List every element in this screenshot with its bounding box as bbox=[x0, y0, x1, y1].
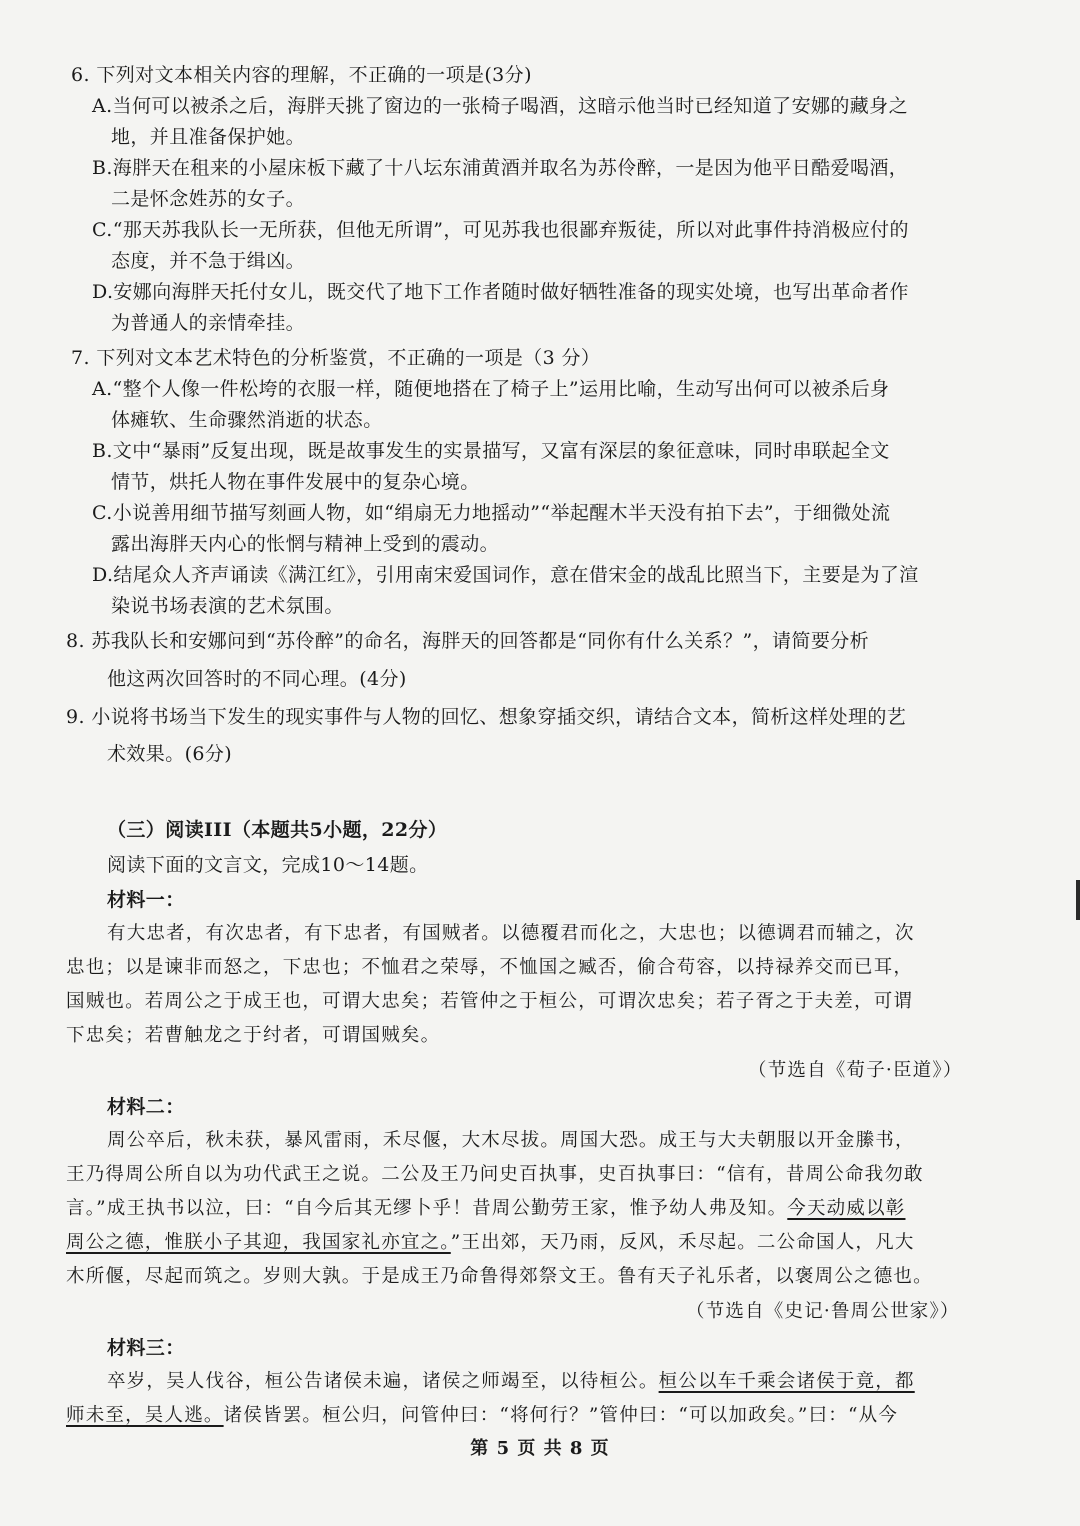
section-3-instruction: 阅读下面的文言文，完成10～14题。 bbox=[107, 854, 429, 876]
material-2-text: 言。”成王执书以泣，曰：“自今后其无缪卜乎！昔周公勤劳王家，惟予幼人弗及知。 bbox=[66, 1198, 788, 1219]
underlined-translation-sentence: 桓公以车千乘会诸侯于竟，都 bbox=[658, 1371, 915, 1392]
page-number-footer: 第 5 页 共 8 页 bbox=[470, 1438, 610, 1459]
q6-option-b-cont: 二是怀念姓苏的女子。 bbox=[111, 188, 306, 210]
q7-option-d: D.结尾众人齐声诵读《满江红》，引用南宋爱国词作，意在借宋金的战乱比照当下，主要是为了渲 bbox=[92, 564, 919, 586]
material-1-line: 国贼也。若周公之于成王也，可谓大忠矣；若管仲之于桓公，可谓次忠矣；若子胥之于夫差，可谓 bbox=[66, 991, 914, 1012]
underlined-translation-sentence: 周公之德，惟朕小子其迎，我国家礼亦宜之。 bbox=[66, 1232, 451, 1253]
question-7-stem: 7. 下列对文本艺术特色的分析鉴赏，不正确的一项是（3 分） bbox=[71, 347, 601, 369]
question-8: 8. 苏我队长和安娜问到“苏伶醉”的命名，海胖天的回答都是“同你有什么关系？”，请简要分析 bbox=[66, 630, 870, 652]
underlined-translation-sentence: 师未至，吴人逃。 bbox=[66, 1405, 224, 1426]
question-9: 9. 小说将书场当下发生的现实事件与人物的回忆、想象穿插交织，请结合文本，简析这样处理的艺 bbox=[66, 706, 907, 728]
q6-option-d: D.安娜向海胖天托付女儿，既交代了地下工作者随时做好牺牲准备的现实处境，也写出革命者作 bbox=[92, 281, 909, 303]
material-1-line: 下忠矣；若曹触龙之于纣者，可谓国贼矣。 bbox=[66, 1025, 441, 1046]
material-2-source: （节选自《史记·鲁周公世家》） bbox=[686, 1301, 960, 1322]
underlined-translation-sentence: 今天动威以彰 bbox=[787, 1198, 906, 1219]
q7-option-d-cont: 染说书场表演的艺术氛围。 bbox=[111, 595, 344, 617]
q7-option-b: B.文中“暴雨”反复出现，既是故事发生的实景描写，又富有深层的象征意味，同时串联起全文 bbox=[92, 440, 890, 462]
q6-option-d-cont: 为普通人的亲情牵挂。 bbox=[111, 312, 306, 334]
q6-option-c: C.“那天苏我队长一无所获，但他无所谓”，可见苏我也很鄙弃叛徒，所以对此事件持消极应付的 bbox=[92, 219, 909, 241]
section-3-title: （三）阅读III（本题共5小题，22分） bbox=[107, 819, 448, 841]
material-2-line: 木所偃，尽起而筑之。岁则大孰。于是成王乃命鲁得郊祭文王。鲁有天子礼乐者，以褒周公之德也。 bbox=[66, 1266, 933, 1287]
question-6-stem: 6. 下列对文本相关内容的理解，不正确的一项是(3分) bbox=[71, 64, 532, 86]
material-1-source: （节选自《荀子·臣道》） bbox=[748, 1060, 963, 1081]
q6-option-c-cont: 态度，并不急于缉凶。 bbox=[111, 250, 306, 272]
q7-option-a: A.“整个人像一件松垮的衣服一样，随便地搭在了椅子上”运用比喻，生动写出何可以被杀后身 bbox=[92, 378, 890, 400]
q7-option-c: C.小说善用细节描写刻画人物，如“绢扇无力地摇动”“举起醒木半天没有拍下去”，于细微处流 bbox=[92, 502, 891, 524]
material-2-line: 王乃得周公所自以为功代武王之说。二公及王乃问史百执事，史百执事曰：“信有，昔周公命我勿敢 bbox=[66, 1164, 924, 1185]
q7-option-a-cont: 体瘫软、生命骤然消逝的状态。 bbox=[111, 409, 383, 431]
q6-option-b: B.海胖天在租来的小屋床板下藏了十八坛东浦黄酒并取名为苏伶醉，一是因为他平日酷爱喝酒， bbox=[92, 157, 909, 179]
question-8-cont: 他这两次回答时的不同心理。(4分) bbox=[107, 668, 407, 690]
material-1-line: 忠也；以是谏非而怒之，下忠也；不恤君之荣辱，不恤国之臧否，偷合苟容，以持禄养交而已耳， bbox=[66, 957, 914, 978]
q6-option-a: A.当何可以被杀之后，海胖天挑了窗边的一张椅子喝酒，这暗示他当时已经知道了安娜的藏身之 bbox=[92, 95, 908, 117]
material-3-text: 诸侯皆罢。桓公归，问管仲曰：“将何行？”管仲曰：“可以加政矣。”曰：“从今 bbox=[223, 1405, 899, 1426]
material-2-label: 材料二： bbox=[107, 1096, 185, 1118]
scan-edge-mark bbox=[1076, 880, 1080, 920]
material-1-label: 材料一： bbox=[107, 889, 185, 911]
q7-option-b-cont: 情节，烘托人物在事件发展中的复杂心境。 bbox=[111, 471, 480, 493]
material-1-line: 有大忠者，有次忠者，有下忠者，有国贼者。以德覆君而化之，大忠也；以德调君而辅之，次 bbox=[107, 923, 915, 944]
material-3-text: 卒岁，吴人伐谷，桓公告诸侯未遍，诸侯之师竭至，以待桓公。 bbox=[107, 1371, 659, 1392]
material-2-text: ”王出郊，天乃雨，反风，禾尽起。二公命国人，凡大 bbox=[450, 1232, 915, 1253]
q6-option-a-cont: 地，并且准备保护她。 bbox=[111, 126, 306, 148]
question-9-cont: 术效果。(6分) bbox=[107, 743, 233, 765]
material-3-label: 材料三： bbox=[107, 1337, 185, 1359]
material-2-line: 周公卒后，秋未获，暴风雷雨，禾尽偃，大木尽拔。周国大恐。成王与大夫朝服以开金縢书， bbox=[107, 1130, 915, 1151]
material-2-line bbox=[66, 1196, 905, 1222]
material-2-line bbox=[66, 1230, 915, 1256]
q7-option-c-cont: 露出海胖天内心的怅惘与精神上受到的震动。 bbox=[111, 533, 500, 555]
material-3-line bbox=[107, 1369, 915, 1395]
material-3-line bbox=[66, 1403, 898, 1429]
